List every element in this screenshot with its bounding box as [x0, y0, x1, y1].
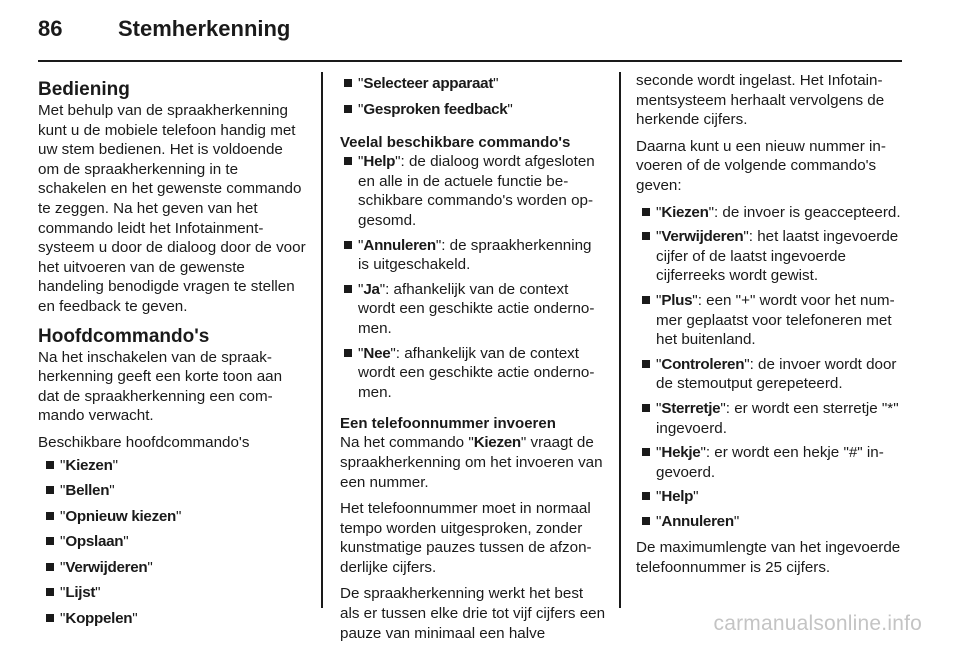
- bullet-icon: [46, 563, 54, 571]
- command-description: : een "+" wordt voor het nummer geplaatst voor telefoneren met het buitenland.: [656, 291, 895, 349]
- command-label: Help: [661, 488, 694, 506]
- command-label: Controleren: [661, 355, 745, 373]
- bullet-icon: [642, 232, 650, 240]
- bullet-icon: [642, 492, 650, 500]
- page-title: Stemherkenning: [118, 16, 291, 41]
- list-item: "Help": de dialoog wordt afgesloten en alle in de actuele functie beschikbare commando's worden opgesomd.: [340, 152, 606, 230]
- list-item: "Help": [638, 487, 904, 507]
- command-label: Opnieuw kiezen: [65, 507, 176, 525]
- list-item: "Opnieuw kiezen": [42, 507, 306, 527]
- bullet-icon: [642, 360, 650, 368]
- bullet-icon: [344, 157, 352, 165]
- bullet-icon: [46, 461, 54, 469]
- bullet-icon: [344, 349, 352, 357]
- command-label: Kiezen: [473, 434, 521, 452]
- command-description: : afhankelijk van de context wordt een geschikte actie ondernomen.: [358, 344, 595, 401]
- heading-hoofdcommandos: Hoofdcommando's: [38, 325, 210, 347]
- paragraph-maximumlengte: De maximumlengte van het ingevoerde telefoonnummer is 25 cijfers.: [636, 539, 901, 577]
- bullet-icon: [46, 588, 54, 596]
- bullet-icon: [46, 614, 54, 622]
- list-item: "Sterretje": er wordt een sterretje "*" ingevoerd.: [638, 399, 904, 438]
- main-command-list: [38, 456, 306, 629]
- command-label: Bellen: [65, 482, 110, 500]
- command-label: Annuleren: [661, 512, 734, 530]
- column-1: [38, 72, 306, 636]
- bullet-icon: [344, 285, 352, 293]
- list-item: "Nee": afhankelijk van de context wordt een geschikte actie ondernomen.: [340, 344, 606, 403]
- list-item: "Kiezen": [42, 456, 306, 476]
- list-item: "Ja": afhankelijk van de context wordt een geschikte actie ondernomen.: [340, 280, 606, 339]
- heading-bediening: Bediening: [38, 79, 130, 100]
- column-divider-2: [619, 72, 621, 608]
- list-item: "Selecteer apparaat": [340, 74, 606, 94]
- paragraph-normaal-tempo: Het telefoonnummer moet in normaal tempo worden uitgesproken, zonder kunstmatige pauzes tussen de afzonderlijke cijfers.: [340, 500, 592, 576]
- paragraph-werkt-best: De spraakherkenning werkt het best als er tussen elke drie tot vijf cijfers een pauze van minimaal een halve: [340, 585, 606, 642]
- list-item: "Plus": een "+" wordt voor het nummer geplaatst voor telefoneren met het buitenland.: [638, 291, 904, 350]
- column-divider-1: [321, 72, 323, 608]
- list-item: "Opslaan": [42, 532, 306, 552]
- command-description: : de invoer wordt door de stemoutput gerepeteerd.: [656, 355, 897, 393]
- list-item: "Bellen": [42, 481, 306, 501]
- list-item: "Annuleren": [638, 512, 904, 532]
- column-3: [636, 72, 904, 585]
- heading-telefoonnummer-invoeren: Een telefoonnummer invoeren: [340, 415, 556, 433]
- watermark: carmanualsonline.info: [713, 612, 922, 635]
- paragraph-continued: seconde wordt ingelast. Het Infotainmentsysteem herhaalt vervolgens de herkende cijfers.: [636, 72, 885, 129]
- paragraph-hoofdcommandos: Na het inschakelen van de spraakherkenning geeft een korte toon aan dat de spraakherkenning een commando verwacht.: [38, 348, 283, 425]
- command-label: Kiezen: [65, 456, 113, 474]
- bullet-icon: [642, 517, 650, 525]
- paragraph-beschikbare-hoofdcommandos: Beschikbare hoofdcommando's: [38, 433, 250, 451]
- bullet-icon: [344, 105, 352, 113]
- paragraph-daarna: Daarna kunt u een nieuw nummer invoeren of de volgende commando's geven:: [636, 137, 886, 194]
- command-label: Hekje: [661, 444, 701, 462]
- list-item: "Kiezen": de invoer is geaccepteerd.: [638, 203, 904, 223]
- bullet-icon: [344, 79, 352, 87]
- bullet-icon: [46, 486, 54, 494]
- command-label: Lijst: [65, 584, 96, 602]
- text-fragment: " vraagt de spraakherkenning om het invoeren van een nummer.: [340, 434, 603, 491]
- command-label: Verwijderen: [661, 228, 744, 246]
- command-description: : afhankelijk van de context wordt een geschikte actie ondernomen.: [358, 280, 595, 337]
- command-description: : de invoer is geaccepteerd.: [713, 203, 901, 221]
- command-label: Koppelen: [65, 610, 133, 628]
- command-label: Nee: [363, 344, 391, 362]
- bullet-icon: [46, 512, 54, 520]
- command-label: Annuleren: [363, 236, 436, 254]
- command-label: Verwijderen: [65, 558, 148, 576]
- bullet-icon: [642, 208, 650, 216]
- bullet-icon: [46, 537, 54, 545]
- number-entry-command-list: [636, 203, 904, 532]
- list-item: "Controleren": de invoer wordt door de stemoutput gerepeteerd.: [638, 355, 904, 394]
- column-2: [340, 72, 606, 650]
- header-rule: [38, 60, 902, 62]
- list-item: "Verwijderen": het laatst ingevoerde cijfer of de laatst ingevoerde cijferreeks wordt gewist.: [638, 227, 904, 286]
- command-label: Opslaan: [65, 533, 124, 551]
- text-fragment: Na het commando ": [340, 434, 474, 452]
- bullet-icon: [344, 241, 352, 249]
- command-description: : het laatst ingevoerde cijfer of de laatst ingevoerde cijferreeks wordt gewist.: [656, 228, 899, 285]
- command-description: : de spraakherkenning is uitgeschakeld.: [358, 236, 592, 274]
- command-label: Help: [363, 153, 396, 171]
- page-number: 86: [38, 16, 63, 41]
- list-item: "Gesproken feedback": [340, 100, 606, 120]
- command-label: Gesproken feedback: [363, 100, 508, 118]
- command-label: Sterretje: [661, 399, 721, 417]
- list-item: "Hekje": er wordt een hekje "#" ingevoerd.: [638, 443, 904, 482]
- list-item: "Annuleren": de spraakherkenning is uitgeschakeld.: [340, 236, 606, 275]
- paragraph-invoeren: [340, 433, 606, 492]
- heading-veelal-beschikbaar: Veelal beschikbare commando's: [340, 134, 571, 152]
- command-description: : de dialoog wordt afgesloten en alle in de actuele functie beschikbare commando's worden opgesomd.: [358, 153, 595, 229]
- command-label: Selecteer apparaat: [363, 75, 494, 92]
- list-item: "Lijst": [42, 583, 306, 603]
- command-label: Ja: [363, 280, 380, 298]
- command-description: : er wordt een sterretje "*" ingevoerd.: [656, 399, 899, 437]
- paragraph-bediening: Met behulp van de spraakherkenning kunt u de mobiele telefoon handig met uw stem bedienen. Het is voldoende om de spraakherkenning in te schakelen en het gewenste commando te zeggen. Na het geven van het commando leidt het Infotainmentsysteem u door de dialoog door de voor het uitvoeren van de gewenste handeling benodigde vragen te stellen en feedback te geven.: [38, 102, 306, 315]
- bullet-icon: [642, 296, 650, 304]
- command-label: Kiezen: [661, 203, 709, 221]
- common-command-list: [340, 152, 606, 402]
- list-item: "Koppelen": [42, 609, 306, 629]
- command-label: Plus: [661, 291, 693, 309]
- command-description: : er wordt een hekje "#" ingevoerd.: [656, 444, 884, 481]
- top-command-list: [340, 74, 606, 119]
- bullet-icon: [642, 448, 650, 456]
- bullet-icon: [642, 404, 650, 412]
- list-item: "Verwijderen": [42, 558, 306, 578]
